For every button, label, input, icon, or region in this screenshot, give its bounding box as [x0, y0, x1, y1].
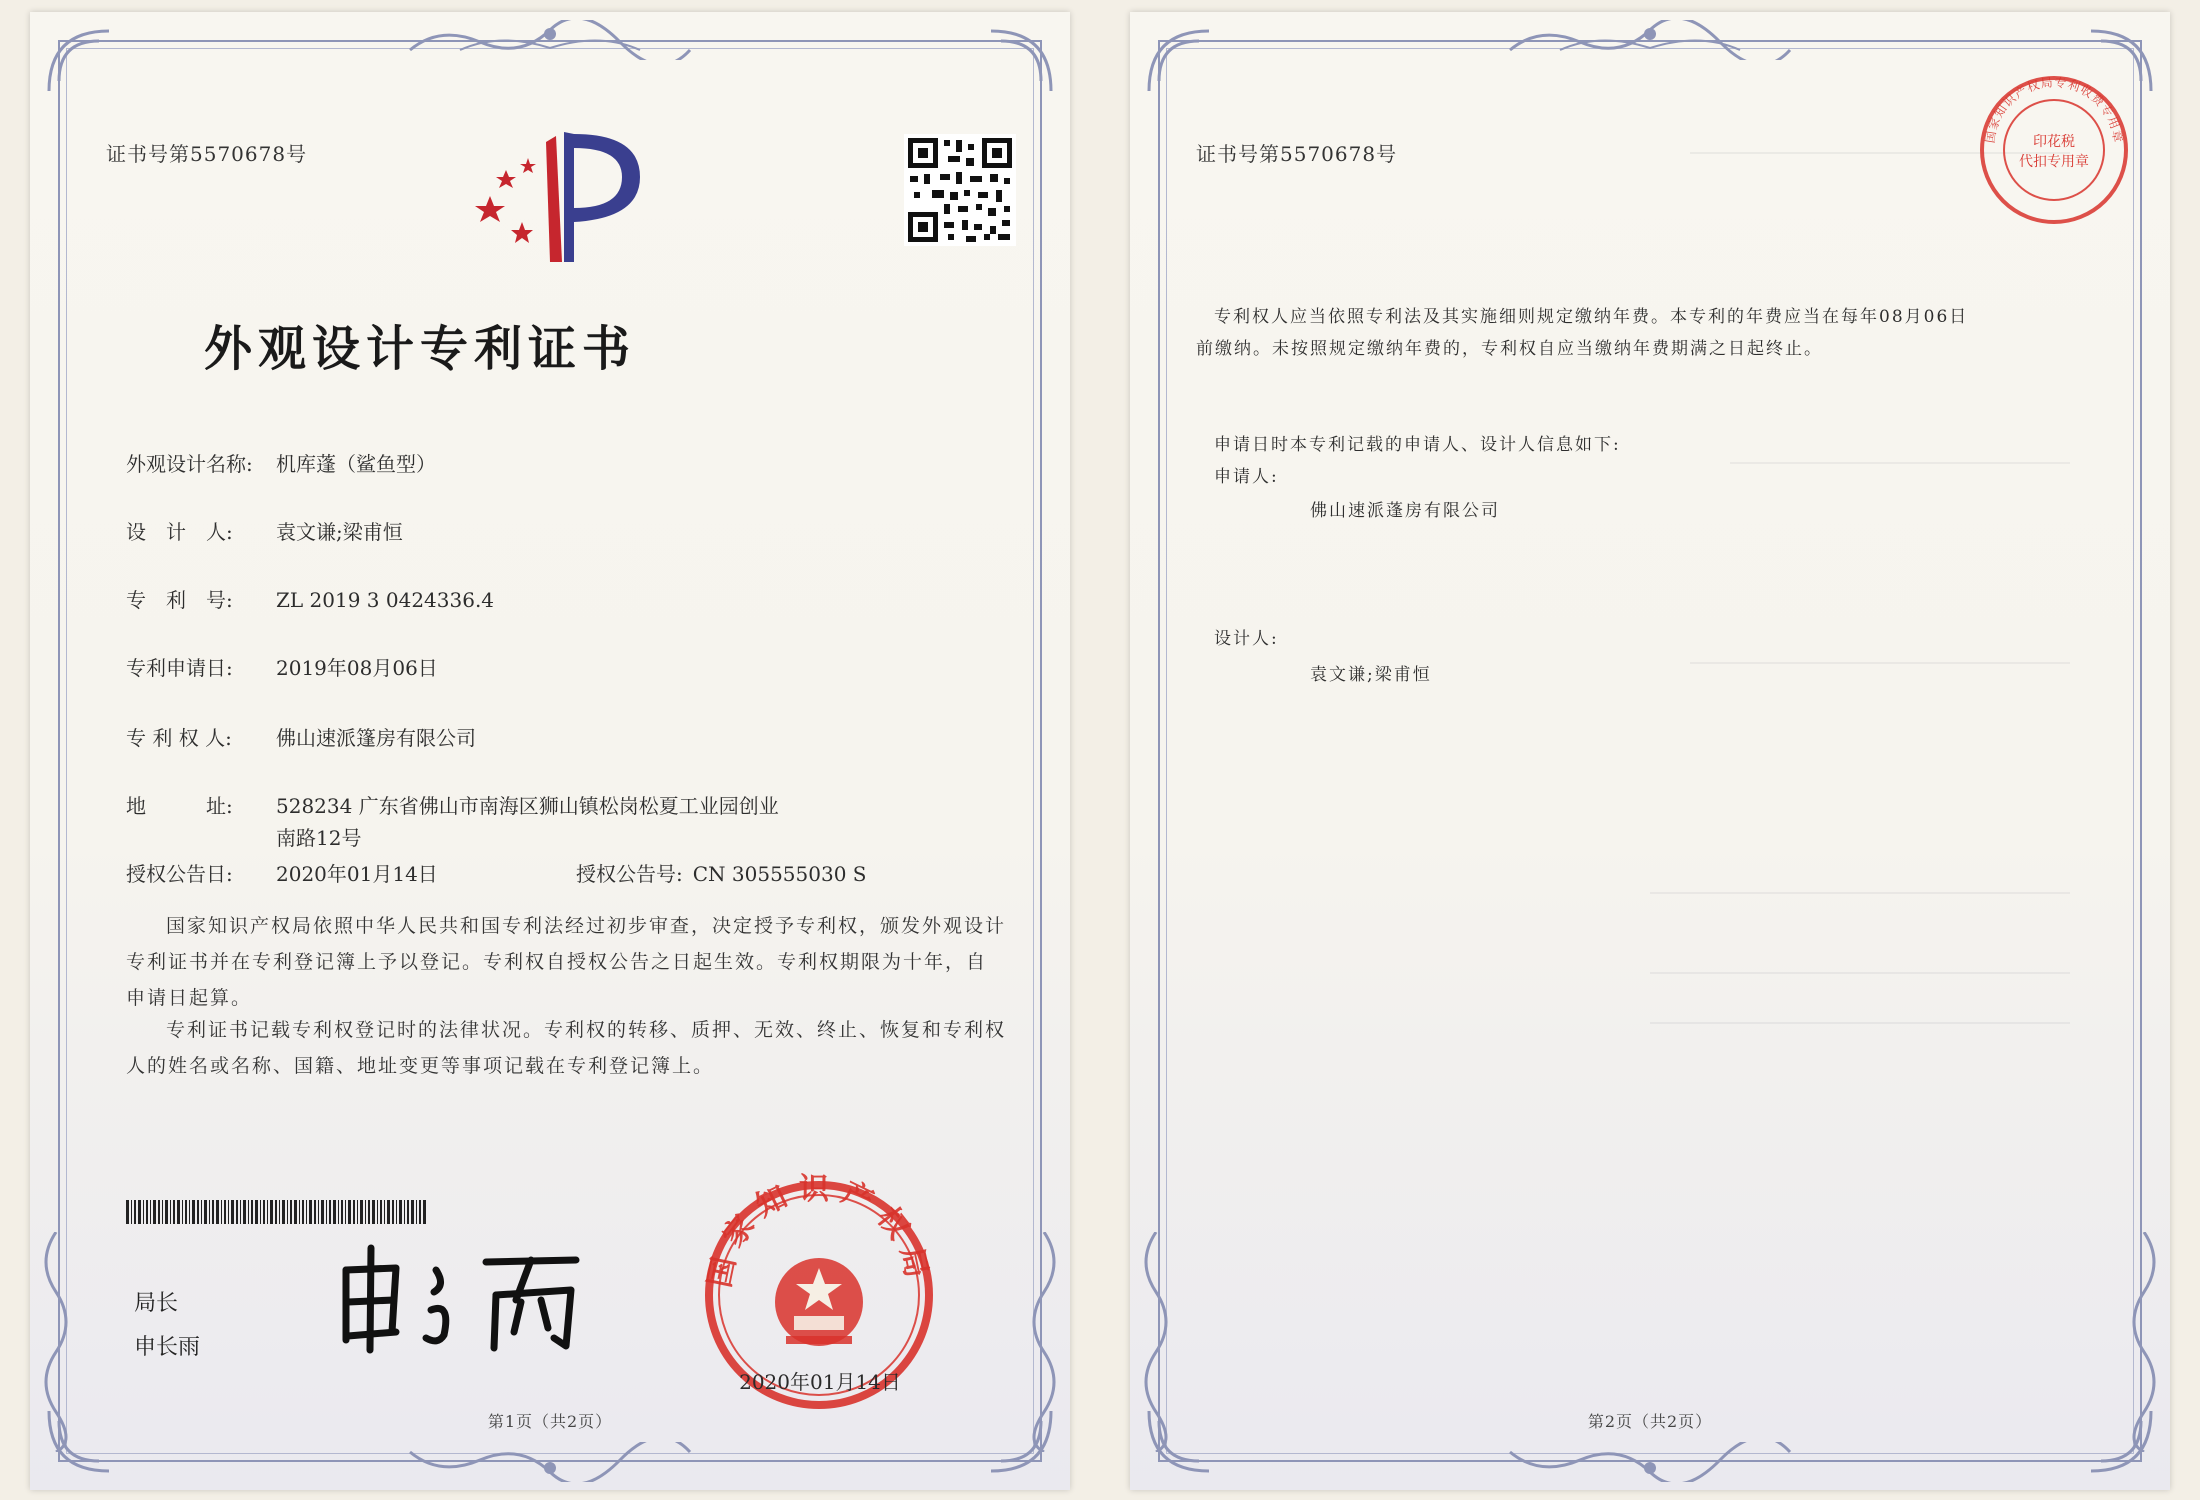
field-value: 袁文谦;梁甫恒 [276, 520, 403, 544]
field-label: 专利申请日: [126, 656, 233, 680]
stamp-inner-text: 代扣专用章 [2019, 154, 2089, 170]
grant-number-label: 授权公告号: [576, 862, 683, 886]
designer-row [126, 516, 403, 545]
field-label: 专 利 权 人: [126, 726, 232, 750]
barcode-icon [126, 1200, 426, 1224]
applicant-label: 申请人: [1214, 467, 1279, 487]
certificate-page-1 [30, 12, 1070, 1490]
director-signature-icon [326, 1240, 606, 1360]
page-number: 第2页（共2页） [1587, 1412, 1713, 1431]
top-ornament-icon [1500, 20, 1800, 60]
background-print-line [1690, 662, 2070, 664]
grant-statement: 国家知识产权局依照中华人民共和国专利法经过初步审查，决定授予专利权，颁发外观设计专利证书并在专利登记簿上予以登记。专利权自授权公告之日起生效。专利权期限为十年，自申请日起算。 [126, 915, 1007, 1009]
background-print-line [1650, 972, 2070, 974]
applicant-value: 佛山速派蓬房有限公司 [1310, 501, 1500, 521]
field-value: 528234 广东省佛山市南海区狮山镇松岗松夏工业园创业 [276, 794, 779, 818]
seal-date: 2020年01月14日 [739, 1370, 901, 1394]
corner-ornament-icon [44, 26, 114, 96]
background-print-line [1650, 892, 2070, 894]
certificate-page-2 [1130, 12, 2170, 1490]
patent-number-row [126, 584, 494, 613]
field-value: 机库蓬（鲨鱼型） [276, 452, 436, 476]
fee-notice-line-2: 前缴纳。未按照规定缴纳年费的，专利权自应当缴纳年费期满之日起终止。 [1196, 339, 1823, 359]
page-number: 第1页（共2页） [487, 1412, 613, 1431]
address-line-2: 南路12号 [276, 826, 362, 850]
stamp-inner-text: 印花税 [2033, 134, 2075, 150]
certificate-number: 证书号第5570678号 [106, 142, 308, 166]
address-row [126, 790, 779, 819]
field-value: 2019年08月06日 [276, 656, 438, 680]
fee-notice-line-1: 专利权人应当依照专利法及其实施细则规定缴纳年费。本专利的年费应当在每年08月06日 [1214, 307, 1969, 327]
certificate-number: 证书号第5570678号 [1196, 142, 1398, 166]
field-value: ZL 2019 3 0424336.4 [276, 588, 495, 612]
background-print-line [1650, 1022, 2070, 1024]
director-title: 局长 [134, 1291, 179, 1316]
field-value: 2020年01月14日 [276, 862, 438, 886]
bottom-ornament-icon [400, 1442, 700, 1482]
corner-ornament-icon [986, 26, 1056, 96]
stamp-outer-text: 国家知识产权局专利收费专用章 [1982, 75, 2126, 145]
corner-ornament-icon [1144, 26, 1214, 96]
designer-value: 袁文谦;梁甫恒 [1310, 665, 1432, 685]
cnipa-logo-icon [470, 122, 660, 272]
field-label: 外观设计名称: [126, 452, 253, 476]
field-value: 佛山速派篷房有限公司 [276, 726, 476, 750]
field-label: 授权公告日: [126, 862, 233, 886]
director-name: 申长雨 [134, 1335, 201, 1360]
field-label: 专 利 号: [126, 588, 233, 612]
page-frame [1158, 40, 2142, 1462]
field-label: 地 址: [126, 794, 233, 818]
patentee-row [126, 722, 476, 751]
field-label: 设 计 人: [126, 520, 233, 544]
background-print-line [1730, 462, 2070, 464]
bottom-ornament-icon [1500, 1442, 1800, 1482]
grant-date-row [126, 858, 867, 887]
qr-code-icon [904, 134, 1016, 246]
grant-number-value: CN 305555030 S [692, 862, 867, 886]
designer-label: 设计人: [1214, 629, 1279, 649]
seal-text: 国家知识产权局 [702, 1172, 936, 1291]
design-name-row [126, 448, 436, 477]
certificate-title: 外观设计专利证书 [203, 321, 636, 377]
application-date-row [126, 652, 438, 681]
top-ornament-icon [400, 20, 700, 60]
fee-stamp-icon [1974, 70, 2134, 230]
info-intro: 申请日时本专利记载的申请人、设计人信息如下: [1214, 435, 1621, 455]
legal-notice: 专利证书记载专利权登记时的法律状况。专利权的转移、质押、无效、终止、恢复和专利权人的姓名或名称、国籍、地址变更等事项记载在专利登记簿上。 [126, 1019, 1007, 1077]
